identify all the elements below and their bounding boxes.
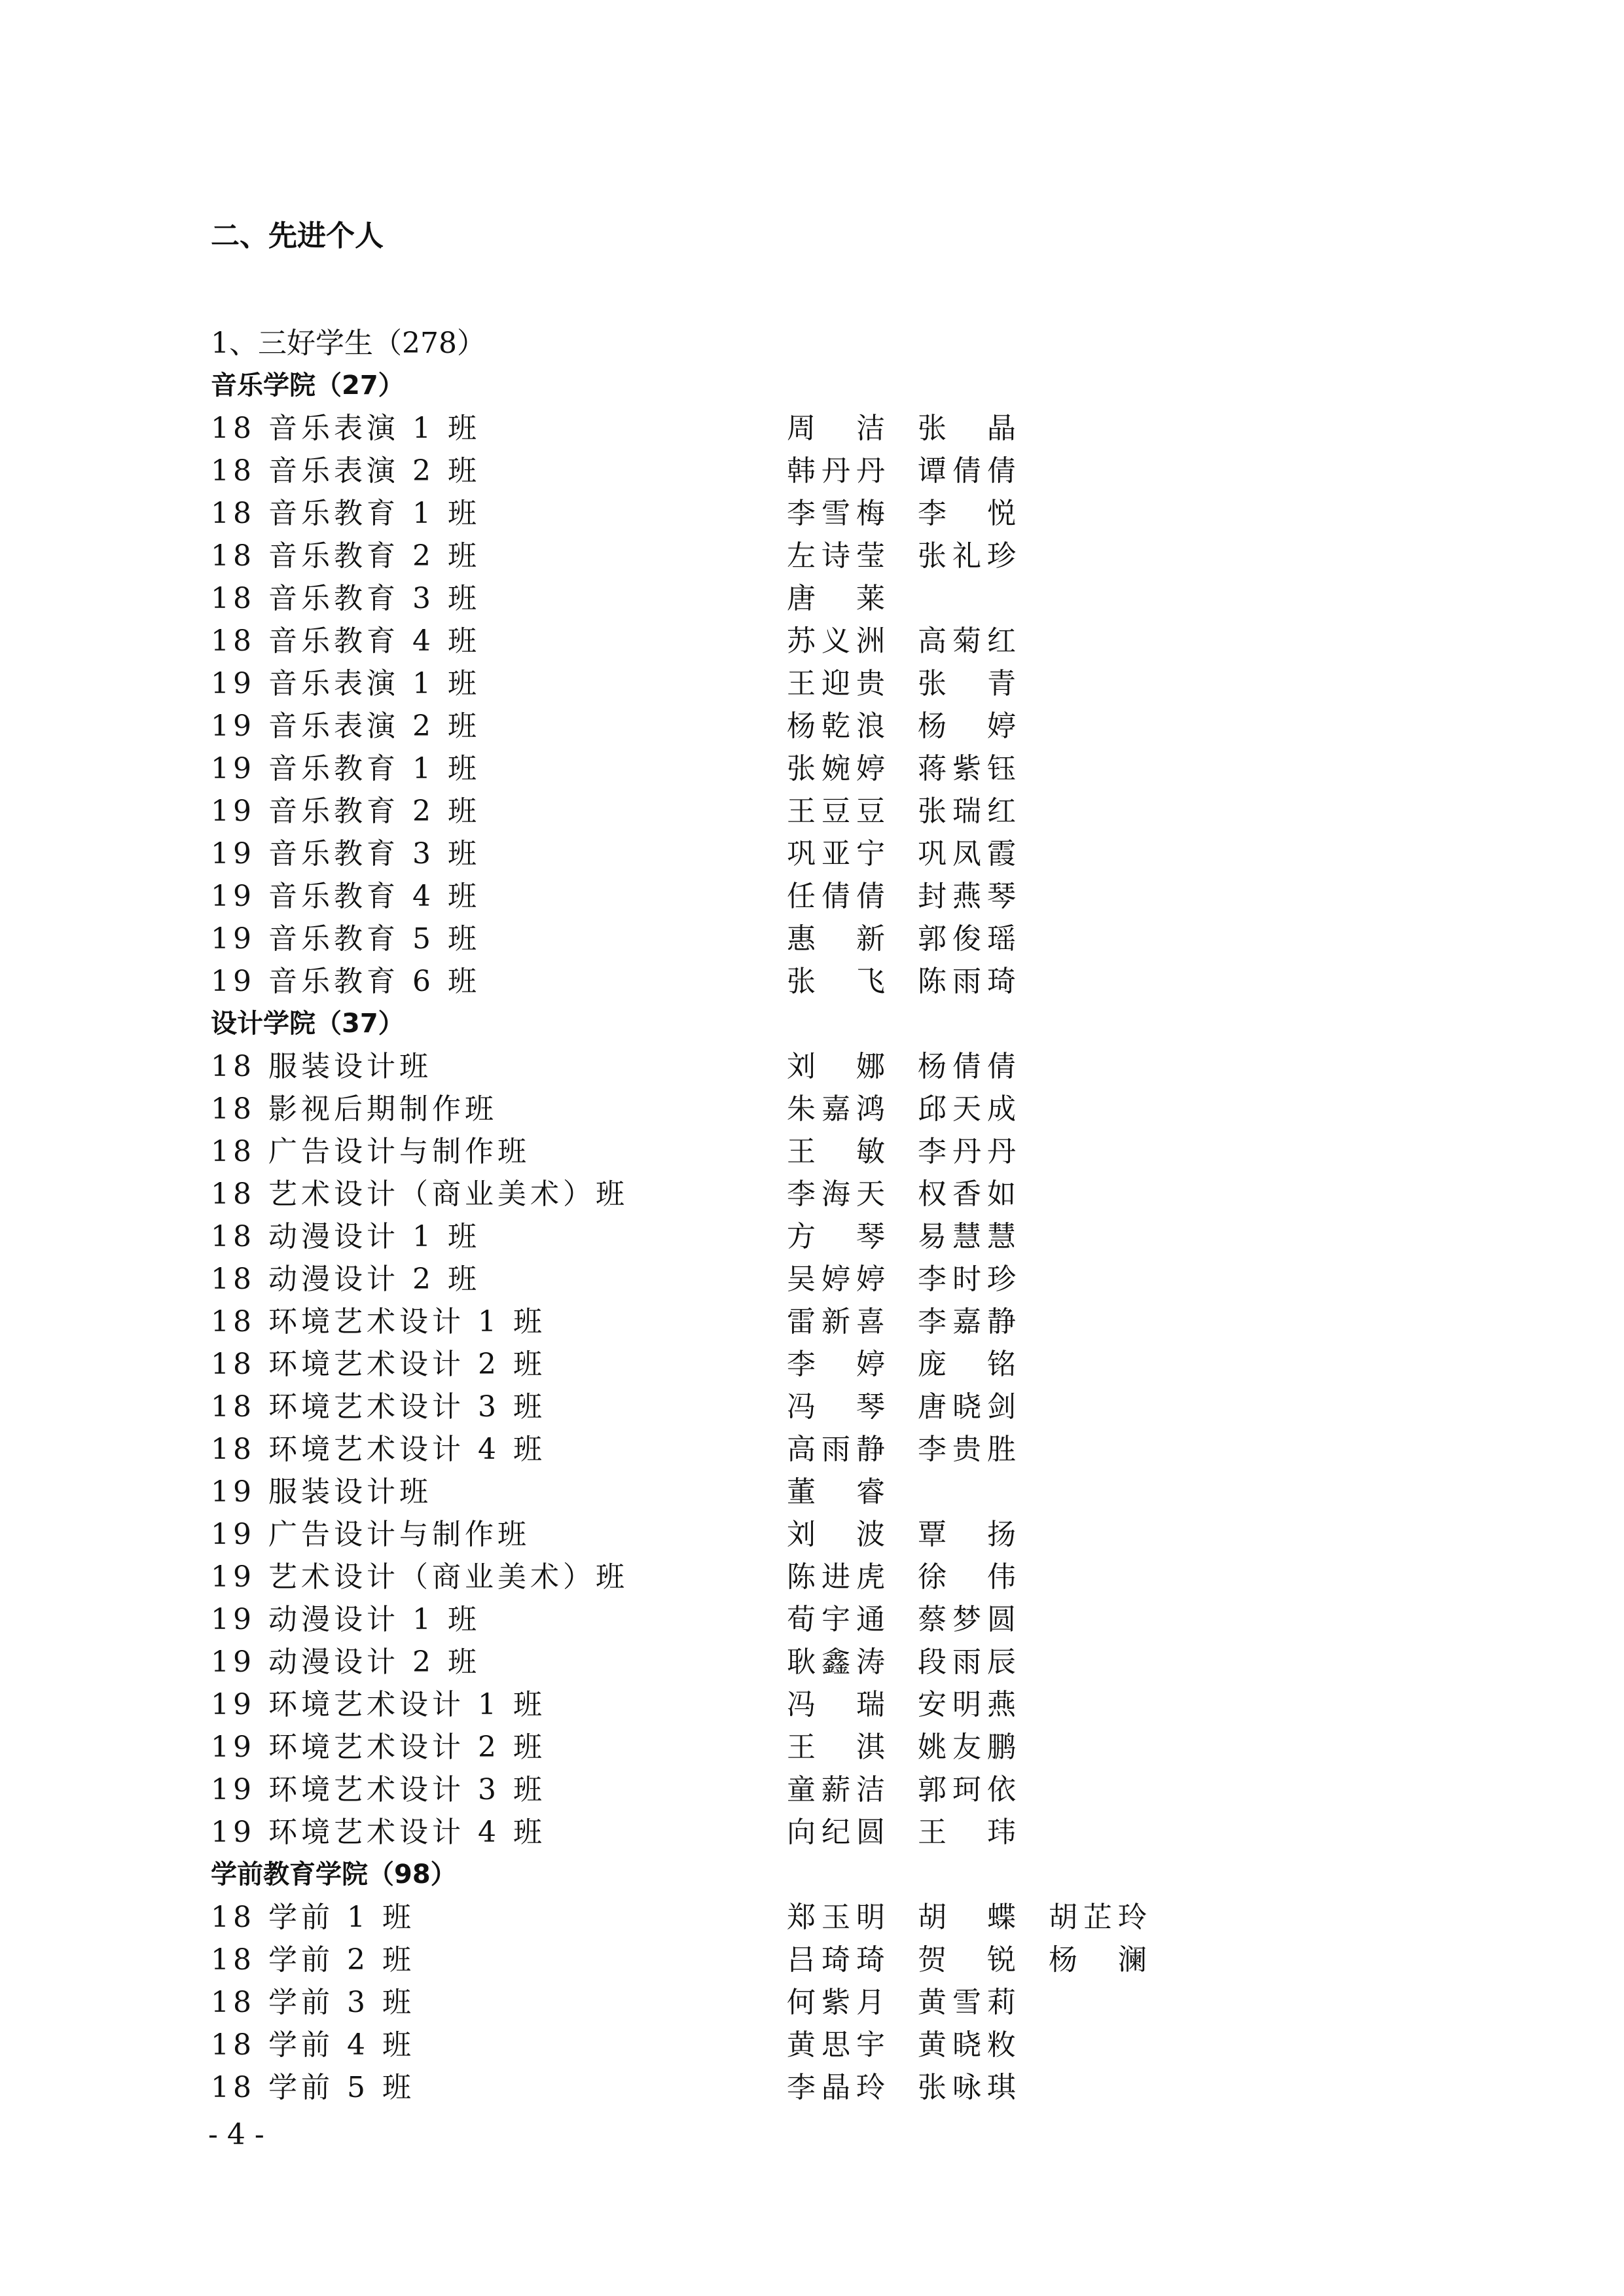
class-name: 18 音乐教育 1 班: [211, 497, 480, 530]
class-name: 19 音乐教育 5 班: [211, 922, 480, 956]
class-name: 19 音乐教育 4 班: [211, 880, 480, 913]
class-row: [211, 1641, 1454, 1683]
student-name: 苏义洲: [787, 624, 885, 658]
student-name: 唐 莱: [787, 582, 885, 615]
student-name: 李时珍: [918, 1263, 1016, 1296]
student-name: 朱嘉鸿: [787, 1092, 885, 1126]
class-row: [211, 1258, 1454, 1300]
class-name: 18 音乐教育 4 班: [211, 624, 480, 658]
student-name: 耿鑫涛: [787, 1645, 885, 1679]
class-row: [211, 1045, 1454, 1088]
class-row: [211, 705, 1454, 747]
class-row: [211, 747, 1454, 790]
student-name: 谭倩倩: [918, 454, 1016, 488]
student-name: 童薪洁: [787, 1773, 885, 1806]
class-row: [211, 1598, 1454, 1641]
class-name: 19 广告设计与制作班: [211, 1518, 530, 1551]
student-name: 向纪圆: [787, 1816, 885, 1849]
class-name: 18 环境艺术设计 4 班: [211, 1433, 546, 1466]
student-name: 覃 扬: [918, 1518, 1016, 1551]
student-name: 周 洁: [787, 412, 885, 445]
student-name: 张瑞红: [918, 795, 1016, 828]
student-name: 方 琴: [787, 1220, 885, 1253]
class-row: [211, 1343, 1454, 1386]
student-name: 王豆豆: [787, 795, 885, 828]
class-row: [211, 577, 1454, 620]
student-name: 姚友鹏: [918, 1731, 1016, 1764]
class-name: 18 音乐教育 2 班: [211, 539, 480, 573]
student-name: 杨 澜: [1049, 1943, 1147, 1977]
class-row: [211, 535, 1454, 577]
class-name: 19 环境艺术设计 3 班: [211, 1773, 546, 1806]
class-row: [211, 450, 1454, 492]
student-name: 徐 伟: [918, 1560, 1016, 1594]
student-name: 惠 新: [787, 922, 885, 956]
student-name: 刘 娜: [787, 1050, 885, 1083]
class-name: 18 学前 3 班: [211, 1986, 415, 2019]
student-name: 韩丹丹: [787, 454, 885, 488]
class-row: [211, 1939, 1454, 1981]
student-name: 黄晓敉: [918, 2028, 1016, 2062]
student-name: 李海天: [787, 1177, 885, 1211]
student-name: 杨 婷: [918, 709, 1016, 743]
student-name: 庞 铭: [918, 1348, 1016, 1381]
section-title: 学前教育学院（98）: [211, 1859, 457, 1890]
class-row: [211, 1173, 1454, 1215]
document-page: [211, 216, 1454, 2109]
student-name: 李雪梅: [787, 497, 885, 530]
student-name: 张 飞: [787, 965, 885, 998]
class-name: 18 动漫设计 2 班: [211, 1263, 480, 1296]
student-name: 李 婷: [787, 1348, 885, 1381]
class-name: 19 动漫设计 1 班: [211, 1603, 480, 1636]
student-name: 李嘉静: [918, 1305, 1016, 1338]
student-name: 胡芷玲: [1049, 1901, 1147, 1934]
class-row: [211, 918, 1454, 960]
class-name: 19 音乐教育 1 班: [211, 752, 480, 785]
student-name: 巩凤霞: [918, 837, 1016, 870]
student-name: 胡 蝶: [918, 1901, 1016, 1934]
class-name: 18 音乐教育 3 班: [211, 582, 480, 615]
class-row: [211, 1130, 1454, 1173]
class-row: [211, 790, 1454, 833]
student-name: 权香如: [918, 1177, 1016, 1211]
student-name: 李 悦: [918, 497, 1016, 530]
class-name: 19 动漫设计 2 班: [211, 1645, 480, 1679]
student-name: 张 青: [918, 667, 1016, 700]
student-name: 左诗莹: [787, 539, 885, 573]
page-number: - 4 -: [208, 2118, 264, 2151]
student-name: 张咏琪: [918, 2071, 1016, 2104]
class-row: [211, 1428, 1454, 1471]
class-name: 19 艺术设计（商业美术）班: [211, 1560, 628, 1594]
class-row: [211, 1981, 1454, 2024]
class-name: 19 音乐表演 2 班: [211, 709, 480, 743]
class-row: [211, 620, 1454, 662]
student-name: 唐晓剑: [918, 1390, 1016, 1424]
class-row: [211, 1811, 1454, 1854]
class-row: [211, 960, 1454, 1003]
class-row: [211, 1300, 1454, 1343]
student-name: 荀宇通: [787, 1603, 885, 1636]
student-name: 巩亚宁: [787, 837, 885, 870]
class-row: [211, 1088, 1454, 1130]
class-row: [211, 662, 1454, 705]
class-name: 19 音乐教育 6 班: [211, 965, 480, 998]
class-row: [211, 1683, 1454, 1726]
student-name: 陈进虎: [787, 1560, 885, 1594]
class-name: 18 学前 4 班: [211, 2028, 415, 2062]
student-name: 高菊红: [918, 624, 1016, 658]
student-name: 郑玉明: [787, 1901, 885, 1934]
class-name: 18 学前 1 班: [211, 1901, 415, 1934]
student-name: 李丹丹: [918, 1135, 1016, 1168]
student-name: 安明燕: [918, 1688, 1016, 1721]
student-name: 贺 锐: [918, 1943, 1016, 1977]
student-name: 杨乾浪: [787, 709, 885, 743]
class-name: 18 环境艺术设计 3 班: [211, 1390, 546, 1424]
class-row: [211, 1726, 1454, 1768]
class-name: 19 音乐教育 3 班: [211, 837, 480, 870]
student-name: 陈雨琦: [918, 965, 1016, 998]
class-name: 18 广告设计与制作班: [211, 1135, 530, 1168]
student-name: 封燕琴: [918, 880, 1016, 913]
class-row: [211, 1513, 1454, 1556]
class-row: [211, 1556, 1454, 1598]
class-row: [211, 407, 1454, 450]
class-row: [211, 2066, 1454, 2109]
class-name: 18 环境艺术设计 1 班: [211, 1305, 546, 1338]
student-name: 吕琦琦: [787, 1943, 885, 1977]
student-name: 黄思宇: [787, 2028, 885, 2062]
student-name: 蒋紫钰: [918, 752, 1016, 785]
class-name: 19 环境艺术设计 1 班: [211, 1688, 546, 1721]
page-heading: 二、先进个人: [211, 219, 384, 253]
class-row: [211, 1768, 1454, 1811]
student-name: 高雨静: [787, 1433, 885, 1466]
student-name: 任倩倩: [787, 880, 885, 913]
student-name: 张 晶: [918, 412, 1016, 445]
student-name: 王 玮: [918, 1816, 1016, 1849]
class-name: 19 环境艺术设计 2 班: [211, 1731, 546, 1764]
student-name: 冯 琴: [787, 1390, 885, 1424]
student-name: 董 睿: [787, 1475, 885, 1509]
student-name: 易慧慧: [918, 1220, 1016, 1253]
class-row: [211, 1386, 1454, 1428]
student-name: 何紫月: [787, 1986, 885, 2019]
student-name: 李贵胜: [918, 1433, 1016, 1466]
class-row: [211, 1471, 1454, 1513]
class-name: 19 服装设计班: [211, 1475, 432, 1509]
award-list: [211, 365, 1454, 2109]
class-name: 19 环境艺术设计 4 班: [211, 1816, 546, 1849]
class-row: [211, 1215, 1454, 1258]
class-row: [211, 1896, 1454, 1939]
class-name: 19 音乐教育 2 班: [211, 795, 480, 828]
student-name: 王 敏: [787, 1135, 885, 1168]
student-name: 吴婷婷: [787, 1263, 885, 1296]
class-name: 18 学前 2 班: [211, 1943, 415, 1977]
student-name: 段雨辰: [918, 1645, 1016, 1679]
student-name: 张礼珍: [918, 539, 1016, 573]
class-name: 18 服装设计班: [211, 1050, 432, 1083]
class-name: 18 艺术设计（商业美术）班: [211, 1177, 628, 1211]
class-row: [211, 492, 1454, 535]
class-row: [211, 2024, 1454, 2066]
section-title: 设计学院（37）: [211, 1009, 405, 1039]
student-name: 蔡梦圆: [918, 1603, 1016, 1636]
class-name: 18 影视后期制作班: [211, 1092, 497, 1126]
student-name: 郭珂依: [918, 1773, 1016, 1806]
student-name: 李晶玲: [787, 2071, 885, 2104]
class-name: 18 音乐表演 1 班: [211, 412, 480, 445]
student-name: 邱天成: [918, 1092, 1016, 1126]
student-name: 杨倩倩: [918, 1050, 1016, 1083]
student-name: 张婉婷: [787, 752, 885, 785]
student-name: 刘 波: [787, 1518, 885, 1551]
class-name: 19 音乐表演 1 班: [211, 667, 480, 700]
student-name: 王 淇: [787, 1731, 885, 1764]
section-title: 音乐学院（27）: [211, 370, 405, 401]
class-name: 18 环境艺术设计 2 班: [211, 1348, 546, 1381]
student-name: 王迎贵: [787, 667, 885, 700]
class-name: 18 学前 5 班: [211, 2071, 415, 2104]
student-name: 黄雪莉: [918, 1986, 1016, 2019]
student-name: 冯 瑞: [787, 1688, 885, 1721]
class-name: 18 动漫设计 1 班: [211, 1220, 480, 1253]
student-name: 雷新喜: [787, 1305, 885, 1338]
class-name: 18 音乐表演 2 班: [211, 454, 480, 488]
class-row: [211, 833, 1454, 875]
class-row: [211, 875, 1454, 918]
student-name: 郭俊瑶: [918, 922, 1016, 956]
subheading: 1、三好学生（278）: [211, 327, 486, 360]
